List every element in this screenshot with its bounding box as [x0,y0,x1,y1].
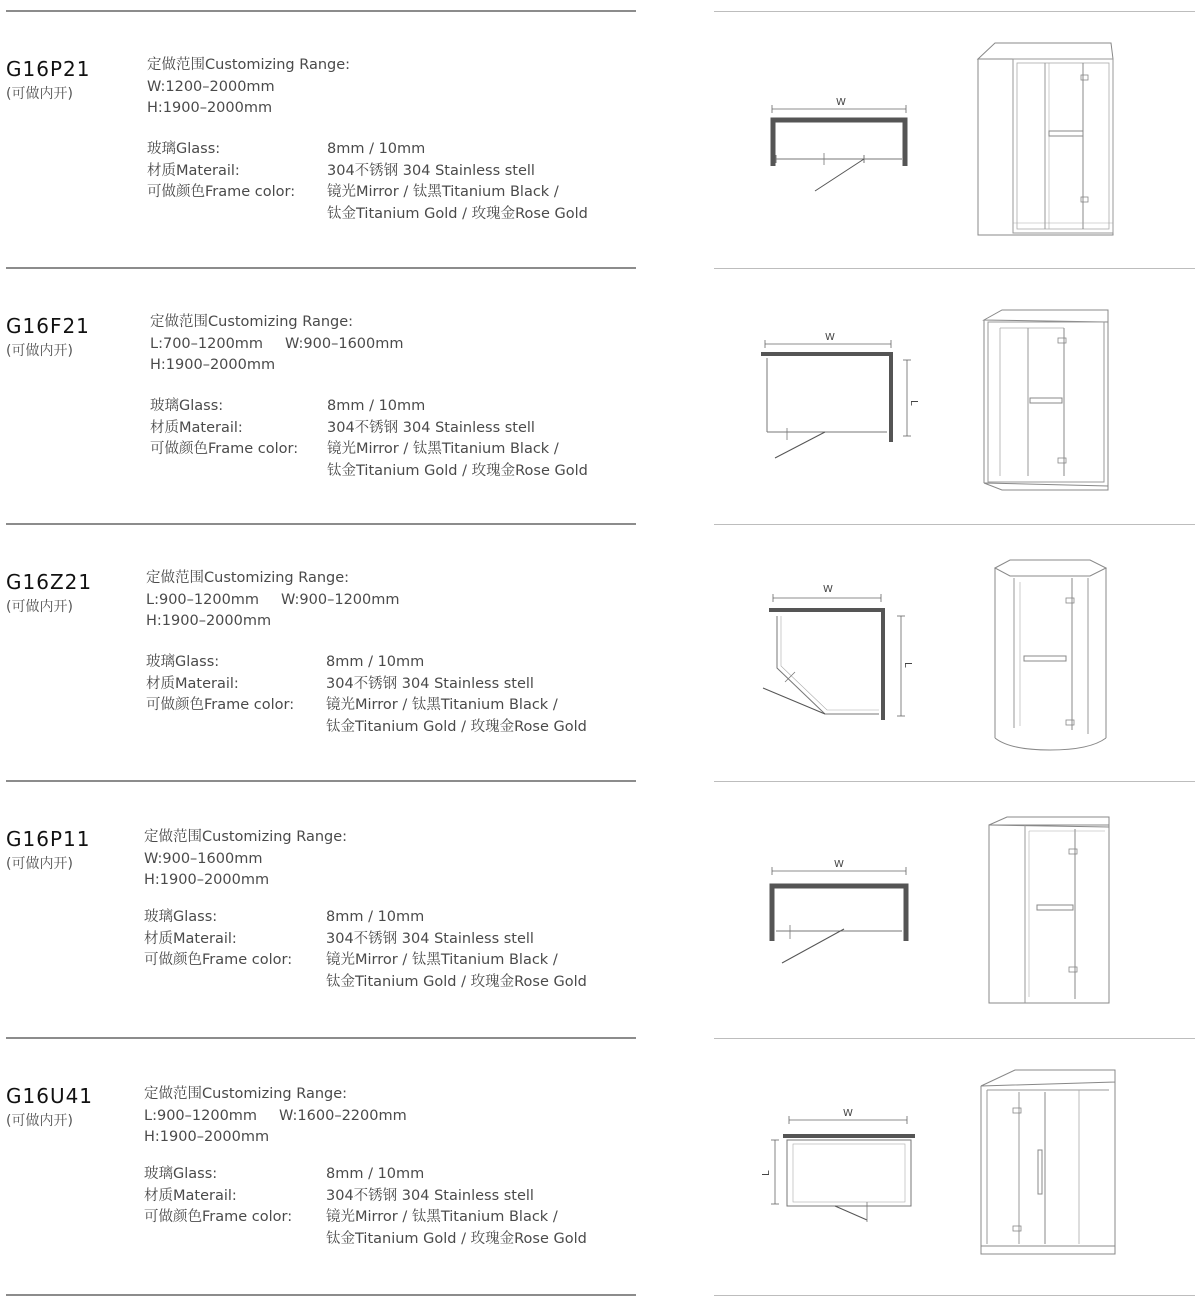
model-code: G16F21 [6,314,90,338]
glass-value: 8mm / 10mm [326,654,425,670]
floor-plan-diagram [760,853,920,973]
model-code: G16Z21 [6,570,93,594]
range-height: H:1900–2000mm [147,100,273,116]
length-label: L [761,1170,772,1176]
range-height: H:1900–2000mm [144,872,270,888]
divider [714,1038,1195,1039]
material-value: 304不锈钢 304 Stainless stell [327,419,535,436]
divider [714,1295,1195,1296]
range-width: W:900–1600mm [144,850,263,867]
customizing-range [150,312,404,377]
color-label: 可做颜色Frame color: [147,184,296,200]
product-section [0,270,1200,520]
width-label: W [825,332,835,343]
length-label: L [908,400,919,406]
customizing-range [144,827,347,892]
material-label: 材质Materail: [147,162,240,179]
glass-label: 玻璃Glass: [144,1166,218,1182]
range-title: 定做范围Customizing Range: [150,314,354,330]
divider [6,1294,636,1296]
material-value: 304不锈钢 304 Stainless stell [326,1187,534,1204]
range-length: L:900–1200mm [144,1107,258,1124]
range-height: H:1900–2000mm [144,1129,270,1145]
enclosure-3d-drawing [980,308,1120,498]
material-label: 材质Materail: [146,675,239,692]
width-label: W [843,1108,853,1119]
range-height: H:1900–2000mm [150,357,276,373]
range-size: W:1200–2000mm [147,78,275,95]
product-section [0,783,1200,1033]
divider [6,267,636,269]
floor-plan-diagram [755,580,925,730]
customizing-range [147,55,350,120]
width-label: W [836,97,846,108]
divider [714,781,1195,782]
glass-value: 8mm / 10mm [327,398,426,414]
inward-open-note: (可做内开) [6,856,73,872]
color-value: 钛金Titanium Gold / 玫瑰金Rose Gold [327,205,588,222]
customizing-range [146,568,400,633]
color-label: 可做颜色Frame color: [144,1209,293,1225]
material-value: 304不锈钢 304 Stainless stell [326,930,534,947]
color-value: 钛金Titanium Gold / 玫瑰金Rose Gold [326,718,587,735]
material-label: 材质Materail: [144,930,237,947]
floor-plan-diagram [755,328,925,468]
floor-plan-diagram [760,93,920,203]
enclosure-3d-drawing [975,39,1125,239]
divider [714,268,1195,269]
model-code: G16P21 [6,57,91,81]
glass-value: 8mm / 10mm [326,1166,425,1182]
enclosure-3d-drawing [985,815,1115,1010]
material-value: 304不锈钢 304 Stainless stell [326,675,534,692]
material-value: 304不锈钢 304 Stainless stell [327,162,535,179]
length-label: L [902,662,913,668]
range-title: 定做范围Customizing Range: [144,829,348,845]
range-length: L:700–1200mm [150,335,264,352]
color-label: 可做颜色Frame color: [150,441,299,457]
color-value: 钛金Titanium Gold / 玫瑰金Rose Gold [327,462,588,479]
glass-label: 玻璃Glass: [147,141,221,157]
color-label: 可做颜色Frame color: [144,952,293,968]
range-width: W:900–1200mm [281,591,400,608]
glass-label: 玻璃Glass: [144,909,218,925]
range-title: 定做范围Customizing Range: [147,57,351,73]
product-section [0,1040,1200,1290]
model-code: G16U41 [6,1084,94,1108]
inward-open-note: (可做内开) [6,599,73,615]
inward-open-note: (可做内开) [6,1113,73,1129]
divider [6,10,636,12]
floor-plan-diagram [761,1104,925,1234]
color-value: 镜光Mirror / 钛黑Titanium Black / [327,441,559,457]
glass-label: 玻璃Glass: [146,654,220,670]
glass-value: 8mm / 10mm [327,141,426,157]
divider [714,11,1195,12]
color-value: 钛金Titanium Gold / 玫瑰金Rose Gold [326,973,587,990]
product-section [0,13,1200,263]
range-width: W:900–1600mm [285,335,404,352]
width-label: W [834,859,844,870]
glass-label: 玻璃Glass: [150,398,224,414]
range-title: 定做范围Customizing Range: [144,1086,348,1102]
glass-value: 8mm / 10mm [326,909,425,925]
width-label: W [823,584,833,595]
range-width: W:1600–2200mm [279,1107,407,1124]
range-length: L:900–1200mm [146,591,260,608]
customizing-range [144,1084,407,1149]
enclosure-3d-drawing [990,558,1115,758]
material-label: 材质Materail: [144,1187,237,1204]
material-label: 材质Materail: [150,419,243,436]
color-value: 钛金Titanium Gold / 玫瑰金Rose Gold [326,1230,587,1247]
color-label: 可做颜色Frame color: [146,697,295,713]
range-height: H:1900–2000mm [146,613,272,629]
enclosure-3d-drawing [975,1068,1125,1263]
color-value: 镜光Mirror / 钛黑Titanium Black / [326,1209,558,1225]
divider [6,523,636,525]
divider [6,780,636,782]
divider [6,1037,636,1039]
range-title: 定做范围Customizing Range: [146,570,350,586]
divider [714,524,1195,525]
color-value: 镜光Mirror / 钛黑Titanium Black / [326,697,558,713]
product-section [0,526,1200,776]
color-value: 镜光Mirror / 钛黑Titanium Black / [327,184,559,200]
model-code: G16P11 [6,827,91,851]
color-value: 镜光Mirror / 钛黑Titanium Black / [326,952,558,968]
inward-open-note: (可做内开) [6,343,73,359]
inward-open-note: (可做内开) [6,86,73,102]
